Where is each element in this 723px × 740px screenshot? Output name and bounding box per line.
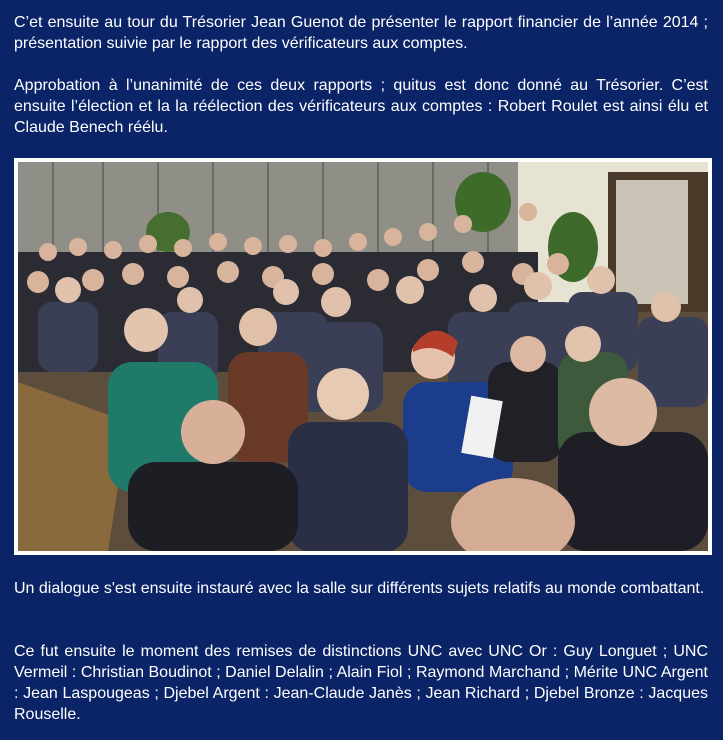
assembly-audience-image [18,162,708,551]
paragraph-dialogue: Un dialogue s'est ensuite instauré avec la salle sur différents sujets relatifs au monde combattant. [14,580,705,597]
paragraph-approval-election: Approbation à l’unanimité de ces deux rapports ; quitus est donc donné au Trésorier. C’est ensuite l’élection et la la réélection des vérificateurs aux comptes : Robert Roulet est ainsi élu et Claude Benech réélu. [14,77,708,136]
assembly-photo [14,158,712,555]
paragraph-distinctions: Ce fut ensuite le moment des remises de distinctions UNC avec UNC Or : Guy Longuet ; UNC Vermeil : Christian Boudinot ; Daniel Delalin ; Alain Fiol ; Raymond Marchand ; Mérite UNC Argent : Jean Laspougeas ; Djebel Argent : Jean-Claude Janès ; Jean Richard ; Djebel Bronze : Jacques Rouselle. [14,643,708,723]
paragraph-treasurer-report: C’et ensuite au tour du Trésorier Jean Guenot de présenter le rapport financier de l’année 2014 ; présentation suivie par le rapport des vérificateurs aux comptes. [14,14,708,52]
